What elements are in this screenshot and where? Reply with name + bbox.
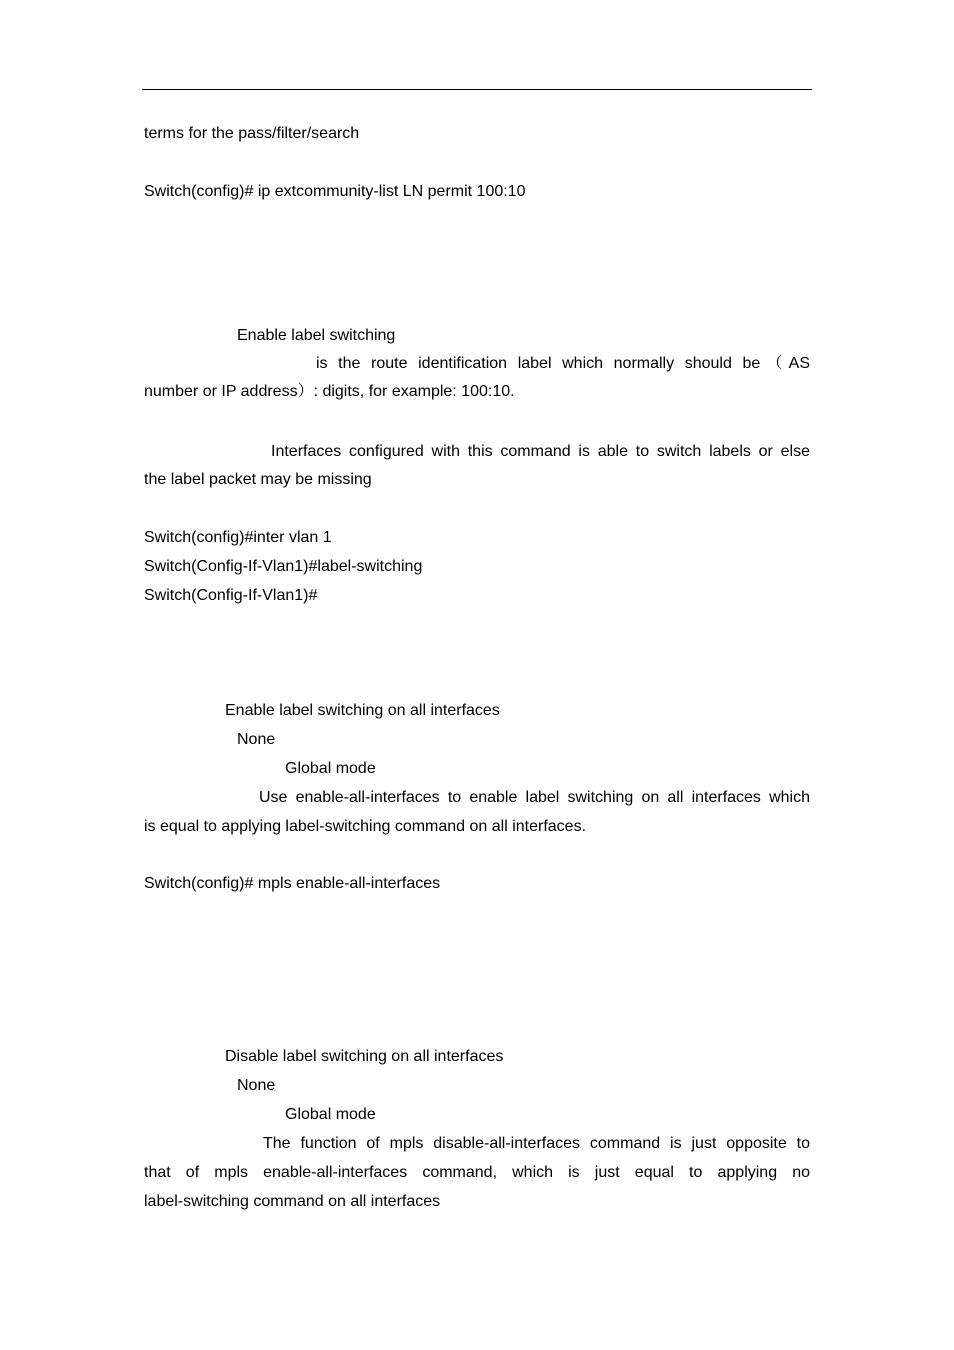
function-enable-all: Enable label switching on all interfaces: [225, 702, 500, 719]
text-line-search-terms: terms for the pass/filter/search: [144, 125, 360, 142]
usage-guide-disable-all-end: label-switching command on all interfaces: [144, 1193, 441, 1210]
mode-disable-all: Global mode: [285, 1106, 376, 1123]
example-label-switching: Switch(Config-If-Vlan1)#label-switching: [144, 558, 423, 575]
function-label-switching: Enable label switching: [237, 327, 396, 344]
default-disable-all: None: [237, 1077, 276, 1094]
example-prompt: Switch(Config-If-Vlan1)#: [144, 587, 318, 604]
header-rule: [142, 89, 812, 90]
mode-enable-all: Global mode: [285, 760, 376, 777]
parameter-description: is the route identification label which normally should be（AS: [316, 355, 810, 372]
function-disable-all: Disable label switching on all interfaces: [225, 1048, 504, 1065]
usage-guide-label-switching-cont: the label packet may be missing: [144, 471, 372, 488]
usage-guide-enable-all: Use enable-all-interfaces to enable label switching on all interfaces which: [259, 789, 810, 806]
usage-guide-disable-all: The function of mpls disable-all-interfaces command is just opposite to: [263, 1135, 810, 1152]
usage-guide-label-switching: Interfaces configured with this command is able to switch labels or else: [271, 443, 810, 460]
parameter-description-cont: number or IP address）: digits, for example: 100:10.: [144, 383, 515, 400]
example-inter-vlan: Switch(config)#inter vlan 1: [144, 529, 332, 546]
example-extcommunity-list: Switch(config)# ip extcommunity-list LN permit 100:10: [144, 183, 526, 200]
usage-guide-enable-all-cont: is equal to applying label-switching command on all interfaces.: [144, 818, 587, 835]
example-enable-all: Switch(config)# mpls enable-all-interfaces: [144, 875, 441, 892]
default-enable-all: None: [237, 731, 276, 748]
usage-guide-disable-all-cont: that of mpls enable-all-interfaces command, which is just equal to applying no: [144, 1164, 810, 1181]
